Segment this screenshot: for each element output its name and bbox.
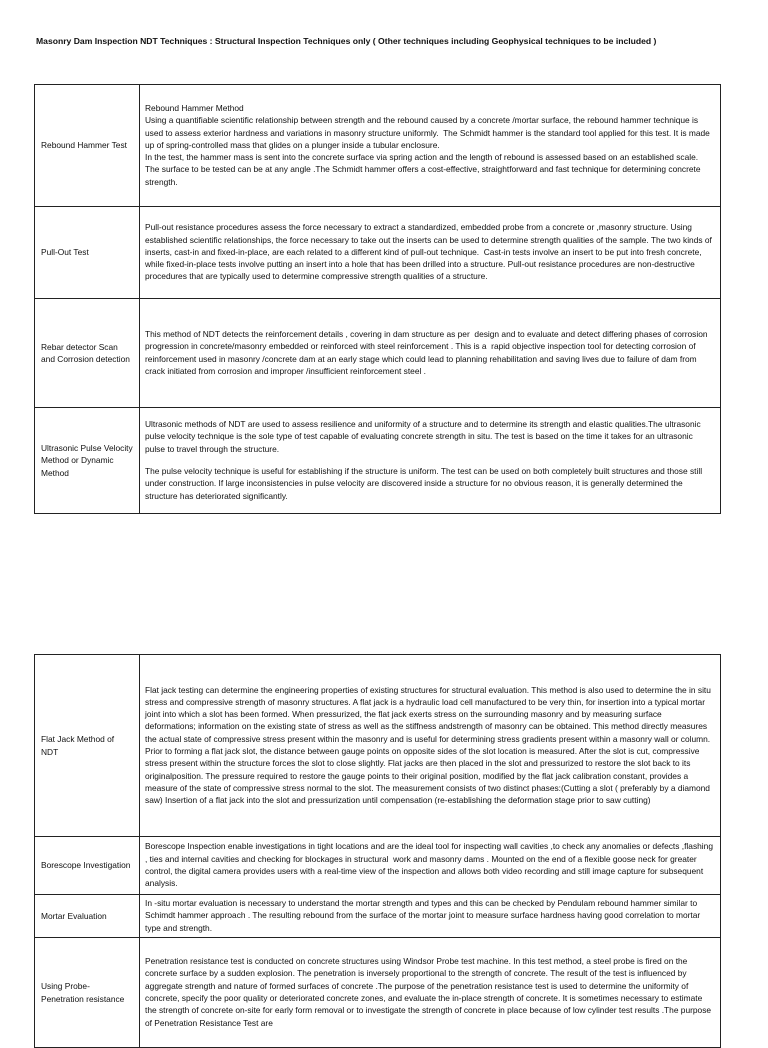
description-paragraph: The pulse velocity technique is useful for establishing if the structure is uniform. The test can be used on both completely built structures and those still under construction. If large inconsistencies in pulse velocity are discovered inside a structure for no obvious reason, it is generally determined the structure has deteriorated significantly. bbox=[145, 466, 705, 501]
technique-description-cell bbox=[140, 895, 721, 938]
ndt-table-1 bbox=[34, 84, 721, 514]
technique-name-cell bbox=[35, 837, 140, 895]
ndt-table-1-body bbox=[35, 85, 721, 514]
table-row bbox=[35, 207, 721, 299]
technique-description-cell bbox=[140, 938, 721, 1048]
description-paragraph: Ultrasonic methods of NDT are used to assess resilience and uniformity of a structure and to determine its strength and elastic qualities.The ultrasonic pulse velocity technique is the sole type of test capable of evaluating concrete strength in situ. The test is based on the time it takes for an ultrasonic pulse to travel through the structure. bbox=[145, 419, 703, 454]
table-row bbox=[35, 85, 721, 207]
table-row bbox=[35, 655, 721, 837]
technique-name: Pull-Out Test bbox=[41, 247, 89, 258]
technique-description-cell bbox=[140, 299, 721, 408]
technique-name-cell bbox=[35, 895, 140, 938]
description-paragraph: Borescope Inspection enable investigations in tight locations and are the ideal tool for inspecting wall cavities ,to check any anomalies or defects ,flashing , ties and internal cavities and checking for blockages in structural work and masonry dams . Mounted on the end of a flexible goose neck for greater control, the digital camera provides users with a real-time view of the inspection and allows both video recording and still image capture for subsequent analysis. bbox=[145, 841, 716, 889]
paragraph-gap bbox=[145, 455, 714, 465]
table-row bbox=[35, 895, 721, 938]
description-paragraph: Pull-out resistance procedures assess the force necessary to extract a standardized, embedded probe from a concrete or ,masonry structure. Using established scientific relationships, the force necessary to take out the inserts can be used to determine strength qualities of the sample. The two kinds of inserts, cast-in and fixed-in-place, are each related to a different kind of pull-out technique. Cast-in tests involve an insert to be put into fresh concrete, while fixed-in-place tests involve putting an insert into a hole that has been drilled into a structure. Pull-out resistance procedures are non-destructive procedures that are typically used to determine compressive strength qualities of a structure. bbox=[145, 222, 715, 282]
table-row bbox=[35, 837, 721, 895]
description-paragraph: Penetration resistance test is conducted on concrete structures using Windsor Probe test machine. In this test method, a steel probe is fired on the concrete surface by a sudden explosion. The penetration is inversely proportional to the strength of concrete. The result of the test is influenced by aggregate strength and nature of formed surfaces of concrete .The purpose of the penetration resistance test is used to determine the uniformity of concrete, specify the poor quality or deteriorated concrete zones, and evaluate the in-place strength of concrete. It is sometimes necessary to estimate the strength of concrete on-site for early form removal or to investigate the strength of concrete in place because of low cylinder test results .The purpose of Penetration Resistance Test are bbox=[145, 956, 714, 1028]
technique-description-cell bbox=[140, 837, 721, 895]
technique-description-cell bbox=[140, 207, 721, 299]
technique-name: Using Probe- Penetration resistance bbox=[41, 981, 125, 1004]
technique-name: Flat Jack Method of NDT bbox=[41, 734, 115, 757]
technique-name-cell bbox=[35, 85, 140, 207]
technique-name: Rebar detector Scan and Corrosion detection bbox=[41, 341, 130, 364]
description-paragraph: This method of NDT detects the reinforcement details , covering in dam structure as per design and to evaluate and detect differing phases of corrosion progression in concrete/masonry embedded or reinforced with steel reinforcement . This is a rapid objective inspection tool for detecting corrosion of reinforcement used in masonry /concrete dam at an early stage which could lead to planning rehabilitation and saving lives due to failure of dam from crack initiated from corrosion and improper /insufficient reinforcement steel . bbox=[145, 328, 710, 376]
technique-name: Rebound Hammer Test bbox=[41, 140, 127, 151]
table-row bbox=[35, 408, 721, 514]
document-title: Masonry Dam Inspection NDT Techniques : Structural Inspection Techniques only ( Other techniques including Geophysical techniques to be included ) bbox=[36, 36, 657, 46]
technique-name: Ultrasonic Pulse Velocity Method or Dynamic Method bbox=[41, 443, 133, 478]
technique-name: Borescope Investigation bbox=[41, 860, 131, 871]
table-row bbox=[35, 299, 721, 408]
description-paragraph: Flat jack testing can determine the engineering properties of existing structures for structural evaluation. This method is also used to determine the in situ stress and compressive strength of masonry structures. A flat jack is a hydraulic load cell manufactured to be very thin, for insertion into a typical mortar joint into which a slot has been formed. When pressurized, the flat jack exerts stress on the surrounding masonry and by measuring surface deformations; information on the existing state of stress as well as the stiffness andstrength of masonry can be obtained. This method directly measures the actual state of compressive stress present within the masonry and is useful for determining stress gradients present within a masonry wall or column. Prior to forming a flat jack slot, the distance between gauge points on opposite sides of the slot location is measured. After the slot is cut, compressive stress present within the structure forces the slot to close slightly. Flat jacks are then placed in the slot and pressurized to restore the slot back to its originalposition. The pressure required to restore the gauge points to their original position, modified by the flat jack calibration constant, provides a measure of the state of compressive stress normal to the slot. The measurement consists of two distinct phases:(Cutting a slot ( preferably by a diamond saw) Insertion of a flat jack into the slot and pressurization until compensation (re-establishing the deformation stage prior to saw cutting) bbox=[145, 684, 714, 806]
technique-name-cell bbox=[35, 655, 140, 837]
ndt-table-2 bbox=[34, 654, 721, 1048]
technique-name-cell bbox=[35, 938, 140, 1048]
description-paragraph: Rebound Hammer Method Using a quantifiable scientific relationship between strength and the rebound caused by a concrete /mortar surface, the rebound hammer technique is used to assess exterior hardness and variations in masonry structure uniformly. The Schmidt hammer is the standard tool applied for this test. It is made up of spring-controlled mass that glides on a plunger inside a tubular enclosure. In the test, the hammer mass is sent into the concrete surface via spring action and the length of rebound is assessed based on an established scale. The surface to be tested can be at any angle .The Schmidt hammer offers a cost-effective, straightforward and fast technique for determining concrete strength. bbox=[145, 102, 710, 187]
technique-name-cell bbox=[35, 207, 140, 299]
technique-name-cell bbox=[35, 408, 140, 514]
technique-name-cell bbox=[35, 299, 140, 408]
technique-name: Mortar Evaluation bbox=[41, 910, 107, 921]
table-row bbox=[35, 938, 721, 1048]
description-paragraph: In -situ mortar evaluation is necessary to understand the mortar strength and types and this can be checked by Pendulam rebound hammer similar to Schimdt hammer approach . The resulting rebound from the surface of the mortar joint to measure surface hardness having good correlation to mortar type and strength. bbox=[145, 898, 703, 933]
technique-description-cell bbox=[140, 85, 721, 207]
technique-description-cell bbox=[140, 408, 721, 514]
technique-description-cell bbox=[140, 655, 721, 837]
ndt-table-2-body bbox=[35, 655, 721, 1048]
